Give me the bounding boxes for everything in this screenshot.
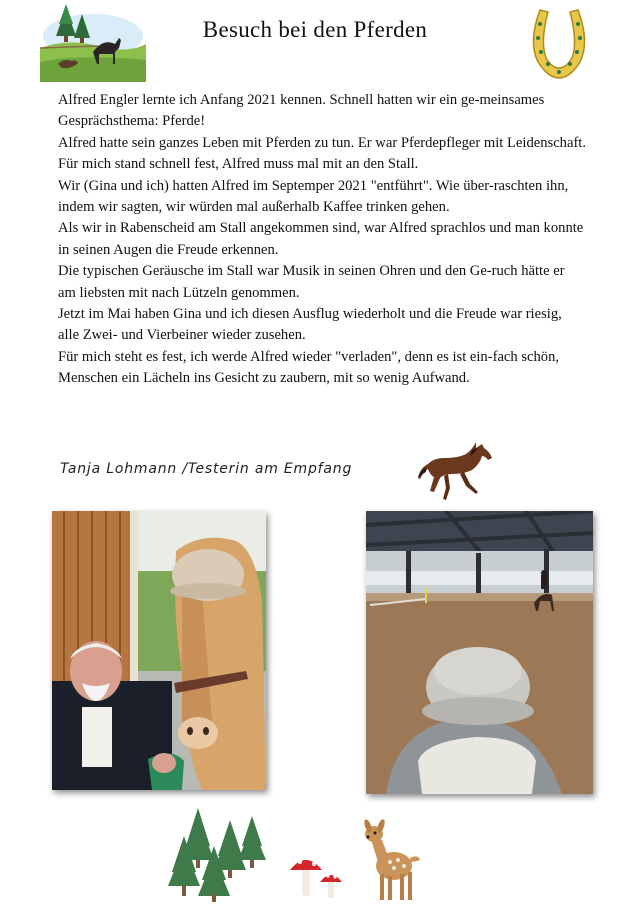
running-horse-icon: [418, 442, 498, 506]
photo-alfred-with-horse: [52, 511, 266, 790]
article-body: [58, 90, 586, 390]
paragraph: Alfred Engler lernte ich Anfang 2021 kennen. Schnell hatten wir ein ge-meinsames Gesprächsthema: Pferde!: [58, 92, 545, 130]
horse-meadow-illustration: [38, 2, 148, 84]
page-title: Besuch bei den Pferden: [202, 17, 428, 42]
mushrooms-illustration: [290, 850, 346, 900]
paragraph: Alfred hatte sein ganzes Leben mit Pferden zu tun. Er war Pferdepfleger mit Leidenschaft. Für mich stand schnell fest, Alfred muss mal mit an den Stall.: [58, 134, 587, 173]
signature: Tanja Lohmann /Testerin am Empfang: [60, 461, 353, 477]
fir-trees-illustration: [168, 806, 268, 902]
paragraph: Als wir in Rabenscheid am Stall angekommen sind, war Alfred sprachlos und man konnte in seinen Augen die Freude erkennen.: [58, 220, 584, 258]
paragraph: Jetzt im Mai haben Gina und ich diesen Ausflug wiederholt und die Freude war riesig, alle Zwei- und Vierbeiner wieder zusehen.: [58, 306, 562, 344]
paragraph: Für mich steht es fest, ich werde Alfred wieder "verladen", denn es ist ein-fach schön, Menschen ein Lächeln ins Gesicht zu zaubern, mit so wenig Aufwand.: [58, 348, 560, 387]
paragraph: Die typischen Geräusche im Stall war Musik in seinen Ohren und den Ge-ruch hätte er am liebsten mit nach Lützeln genommen.: [58, 263, 565, 301]
photo-riding-arena: [366, 511, 593, 794]
horseshoe-icon: [526, 2, 592, 80]
paragraph: Wir (Gina und ich) hatten Alfred im Septemper 2021 "entführt". Wie über-raschten ihn, indem wir sagten, wir würden mal außerhalb Kaffee trinken gehen.: [58, 177, 569, 216]
fawn-illustration: [364, 818, 430, 902]
